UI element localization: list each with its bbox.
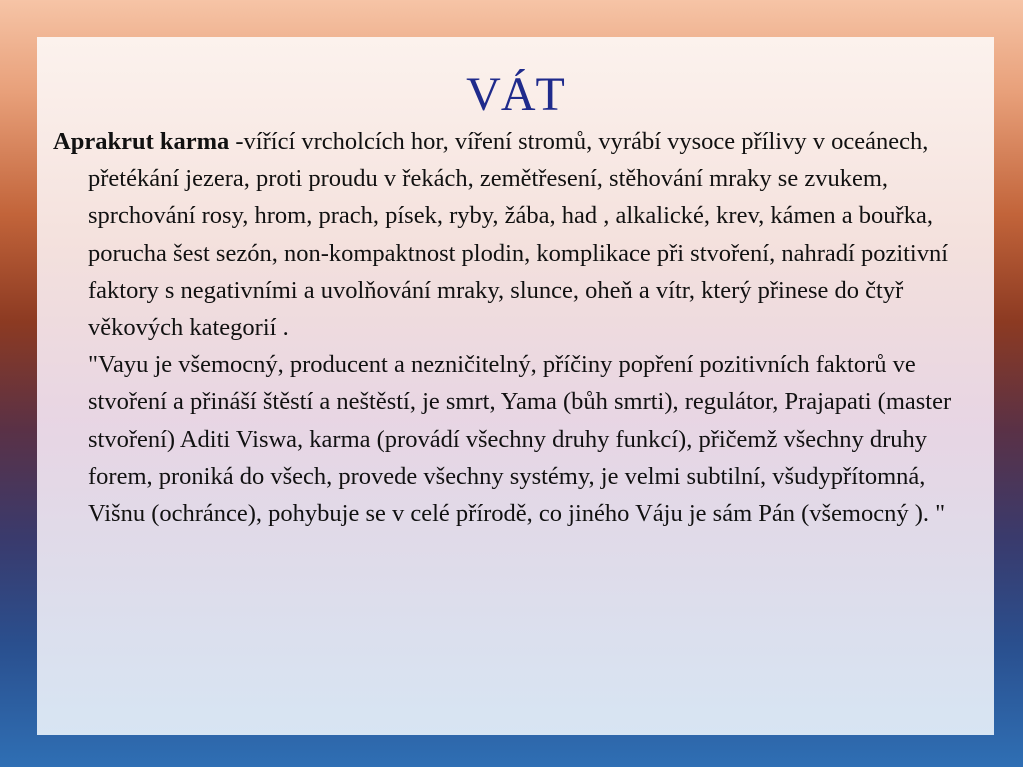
slide-panel (37, 37, 994, 735)
slide-title: VÁT (466, 68, 565, 121)
slide-body (53, 123, 983, 532)
bold-term: Aprakrut karma (53, 128, 230, 155)
paragraph-1-text: -vířící vrcholcích hor, víření stromů, vyrábí vysoce přílivy v oceánech, přetékání jezera, proti proudu v řekách, zemětřesení, stěhování mraky se zvukem, sprchování rosy, hrom, prach, písek, ryby, žába, had , alkalické, krev, kámen a bouřka, porucha šest sezón, non-kompaktnost plodin, komplikace při stvoření, nahradí pozitivní faktory s negativními a uvolňování mraky, slunce, oheň a vítr, který přinese do čtyř věkových kategorií . (88, 128, 949, 342)
body-paragraph-1 (53, 123, 983, 346)
body-paragraph-2: "Vayu je všemocný, producent a nezničitelný, příčiny popření pozitivních faktorů ve stvoření a přináší štěstí a neštěstí, je smrt, Yama (bůh smrti), regulátor, Prajapati (master stvoření) Aditi Viswa, karma (provádí všechny druhy funkcí), přičemž všechny druhy forem, proniká do všech, provede všechny systémy, je velmi subtilní, všudypřítomná, Višnu (ochránce), pohybuje se v celé přírodě, co jiného Váju je sám Pán (všemocný ). " (88, 351, 952, 528)
